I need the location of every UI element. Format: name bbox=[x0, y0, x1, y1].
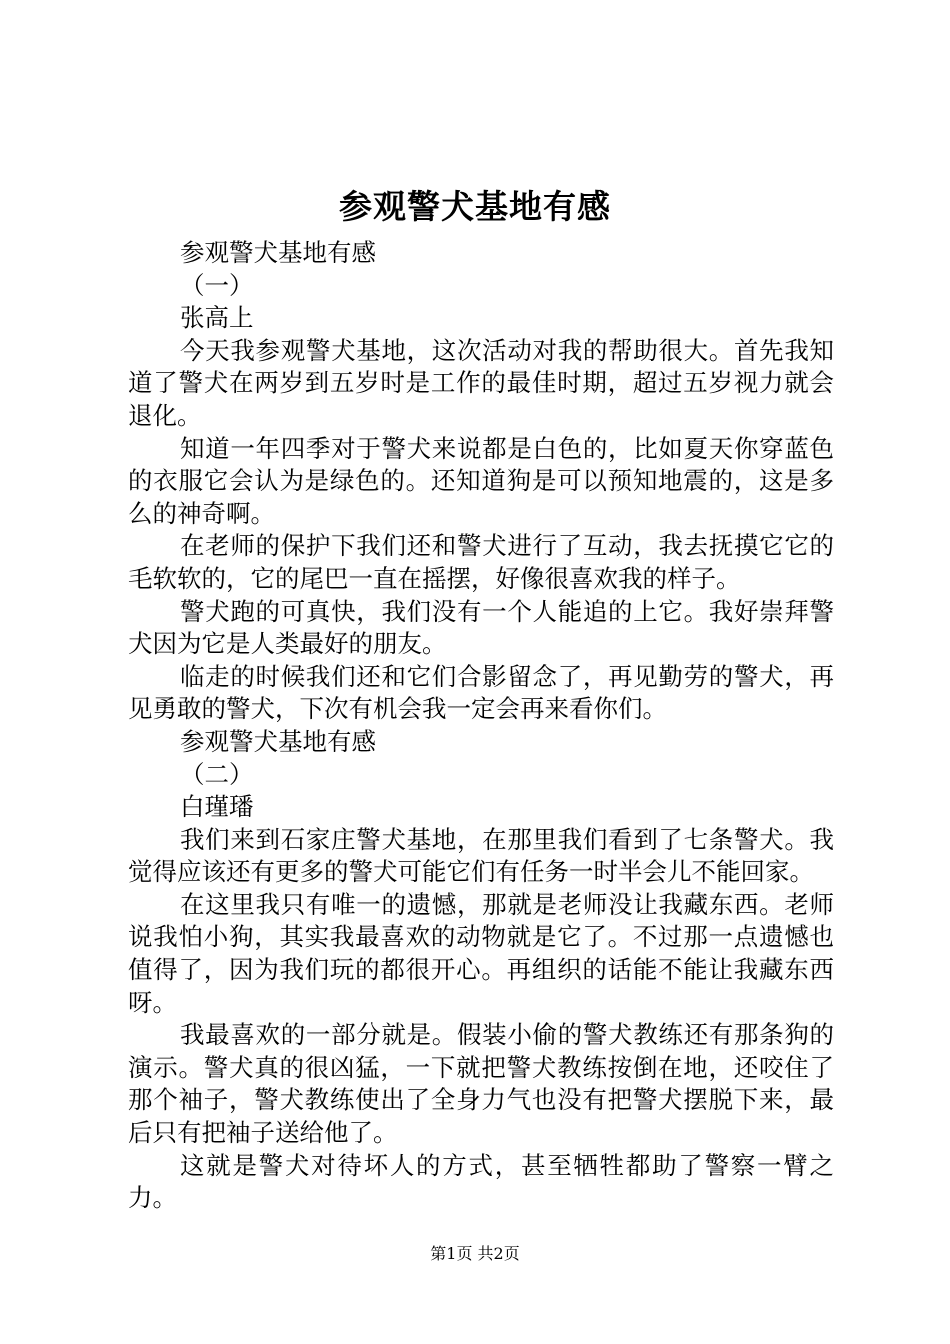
body-paragraph: 这就是警犬对待坏人的方式，甚至牺牲都助了警察一臂之力。 bbox=[128, 1150, 834, 1213]
subtitle-paragraph: 参观警犬基地有感 bbox=[180, 238, 376, 267]
section-number: （一） bbox=[180, 270, 254, 300]
body-paragraph: 我最喜欢的一部分就是。假装小偷的警犬教练还有那条狗的演示。警犬真的很凶猛，一下就把警犬教练按倒在地，还咬住了那个袖子，警犬教练使出了全身力气也没有把警犬摆脱下来，最后只有把袖子送给他了。 bbox=[128, 1020, 834, 1148]
body-paragraph: 临走的时候我们还和它们合影留念了，再见勤劳的警犬，再见勇敢的警犬，下次有机会我一定会再来看你们。 bbox=[128, 661, 834, 724]
body-paragraph: 在这里我只有唯一的遗憾，那就是老师没让我藏东西。老师说我怕小狗，其实我最喜欢的动物就是它了。不过那一点遗憾也值得了，因为我们玩的都很开心。再组织的话能不能让我藏东西呀。 bbox=[128, 889, 834, 1017]
author-name: 张高上 bbox=[180, 303, 254, 333]
subtitle-paragraph: 参观警犬基地有感 bbox=[180, 726, 376, 756]
author-name: 白瑾璠 bbox=[180, 792, 254, 822]
body-paragraph: 我们来到石家庄警犬基地，在那里我们看到了七条警犬。我觉得应该还有更多的警犬可能它们有任务一时半会儿不能回家。 bbox=[128, 824, 834, 887]
body-paragraph: 今天我参观警犬基地，这次活动对我的帮助很大。首先我知道了警犬在两岁到五岁时是工作的最佳时期，超过五岁视力就会退化。 bbox=[128, 335, 834, 430]
body-paragraph: 知道一年四季对于警犬来说都是白色的，比如夏天你穿蓝色的衣服它会认为是绿色的。还知道狗是可以预知地震的，这是多么的神奇啊。 bbox=[128, 433, 834, 528]
page-number-footer: 第1页 共2页 bbox=[430, 1244, 520, 1263]
document-title: 参观警犬基地有感 bbox=[339, 187, 611, 226]
body-paragraph: 警犬跑的可真快，我们没有一个人能追的上它。我好崇拜警犬因为它是人类最好的朋友。 bbox=[128, 596, 834, 659]
section-number: （二） bbox=[180, 759, 254, 789]
body-paragraph: 在老师的保护下我们还和警犬进行了互动，我去抚摸它它的毛软软的，它的尾巴一直在摇摆，好像很喜欢我的样子。 bbox=[128, 531, 834, 593]
document-body bbox=[128, 237, 834, 1215]
